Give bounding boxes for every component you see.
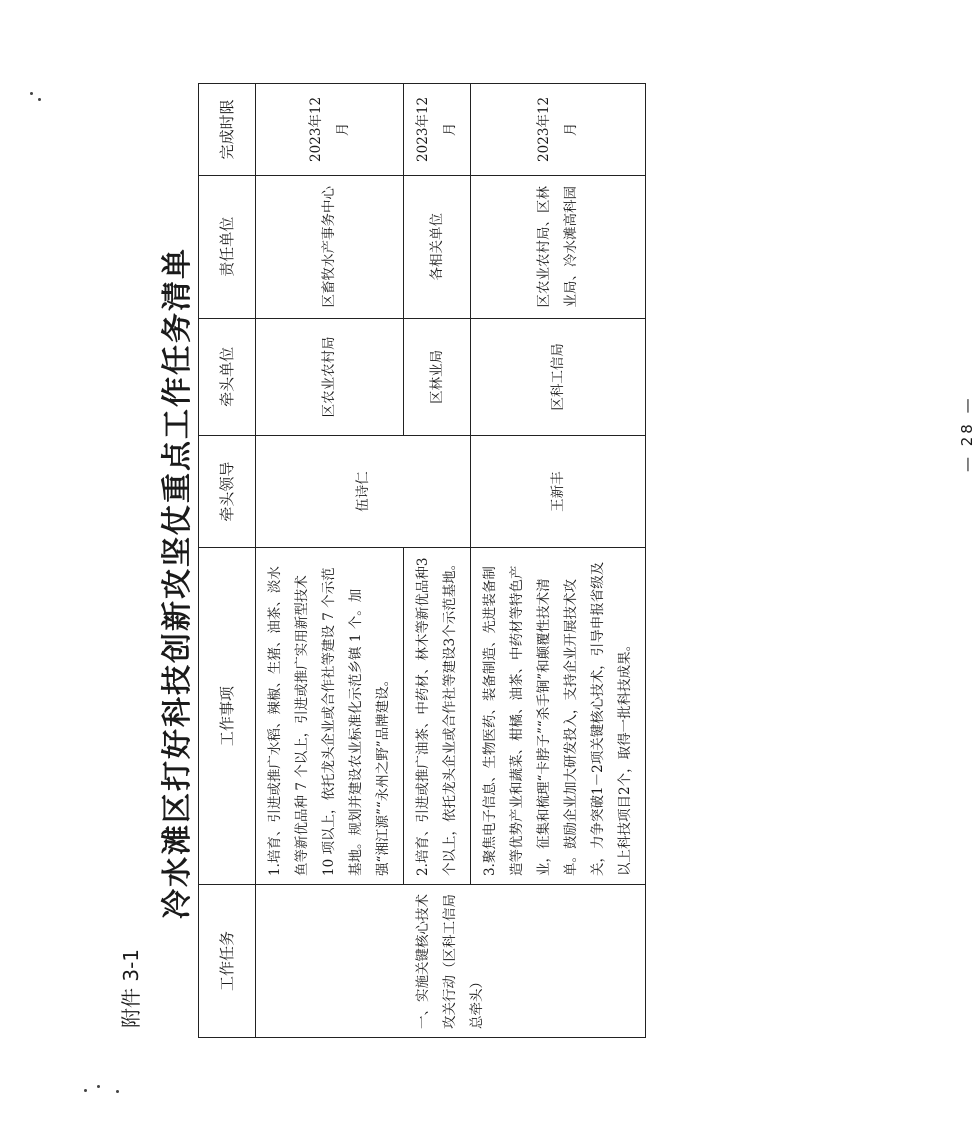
deadline-cell: 2023年12月 xyxy=(404,84,471,176)
scan-speck xyxy=(38,98,41,101)
dept-cell: 区林业局 xyxy=(404,318,471,435)
lead-cell: 王新丰 xyxy=(471,436,646,548)
group-task-cell: 一、实施关键核心技术攻关行动（区科工信局总牵头） xyxy=(256,884,646,1037)
deadline-cell: 2023年12月 xyxy=(471,84,646,176)
header-dept: 牵头单位 xyxy=(199,318,256,435)
unit-cell: 区农业农村局、区林业局、冷水滩高科园 xyxy=(471,175,646,318)
document-title: 冷水滩区打好科技创新攻坚仗重点工作任务清单 xyxy=(160,247,195,919)
item-cell: 3.聚焦电子信息、生物医药、装备制造、先进装备制造等优势产业和蔬菜、柑橘、油茶、中药材等特色产业，征集和梳理“卡脖子”“杀手锏”和颠覆性技术清单。鼓励企业加大研发投入，支持企业开展技术攻关，力争突破1－2项关键核心技术，引导申报省级及以上科技项目2个，取得一批科技成果。 xyxy=(471,548,646,885)
task-table xyxy=(198,83,646,1038)
table-header-row xyxy=(199,84,256,1038)
header-task: 工作任务 xyxy=(199,884,256,1037)
header-unit: 责任单位 xyxy=(199,175,256,318)
scan-speck xyxy=(84,1089,87,1092)
header-deadline: 完成时限 xyxy=(199,84,256,176)
header-item: 工作事项 xyxy=(199,548,256,885)
table-row xyxy=(256,84,404,1038)
unit-cell: 区畜牧水产事务中心 xyxy=(256,175,404,318)
item-cell: 2.培育、引进或推广油茶、中药材、林木等新优品种3个以上，依托龙头企业或合作社等建设3个示范基地。 xyxy=(404,548,471,885)
lead-cell: 伍诗仁 xyxy=(256,436,471,548)
item-cell: 1.培育、引进或推广水稻、辣椒、生猪、油茶、淡水鱼等新优品种 7 个以上，引进或推广实用新型技术 10 项以上，依托龙头企业或合作社等建设 7 个示范基地。规划并建设农业标准化示范乡镇 1 个。加强“湘江源”“永州之野”品牌建设。 xyxy=(256,548,404,885)
deadline-cell: 2023年12月 xyxy=(256,84,404,176)
page-number: — 28 — xyxy=(958,395,976,472)
unit-cell: 各相关单位 xyxy=(404,175,471,318)
scan-speck xyxy=(116,1090,119,1093)
scan-speck xyxy=(97,1085,100,1088)
dept-cell: 区科工信局 xyxy=(471,318,646,435)
header-lead: 牵头领导 xyxy=(199,436,256,548)
scan-speck xyxy=(30,92,33,95)
dept-cell: 区农业农村局 xyxy=(256,318,404,435)
attachment-label: 附件 3-1 xyxy=(119,948,143,1028)
